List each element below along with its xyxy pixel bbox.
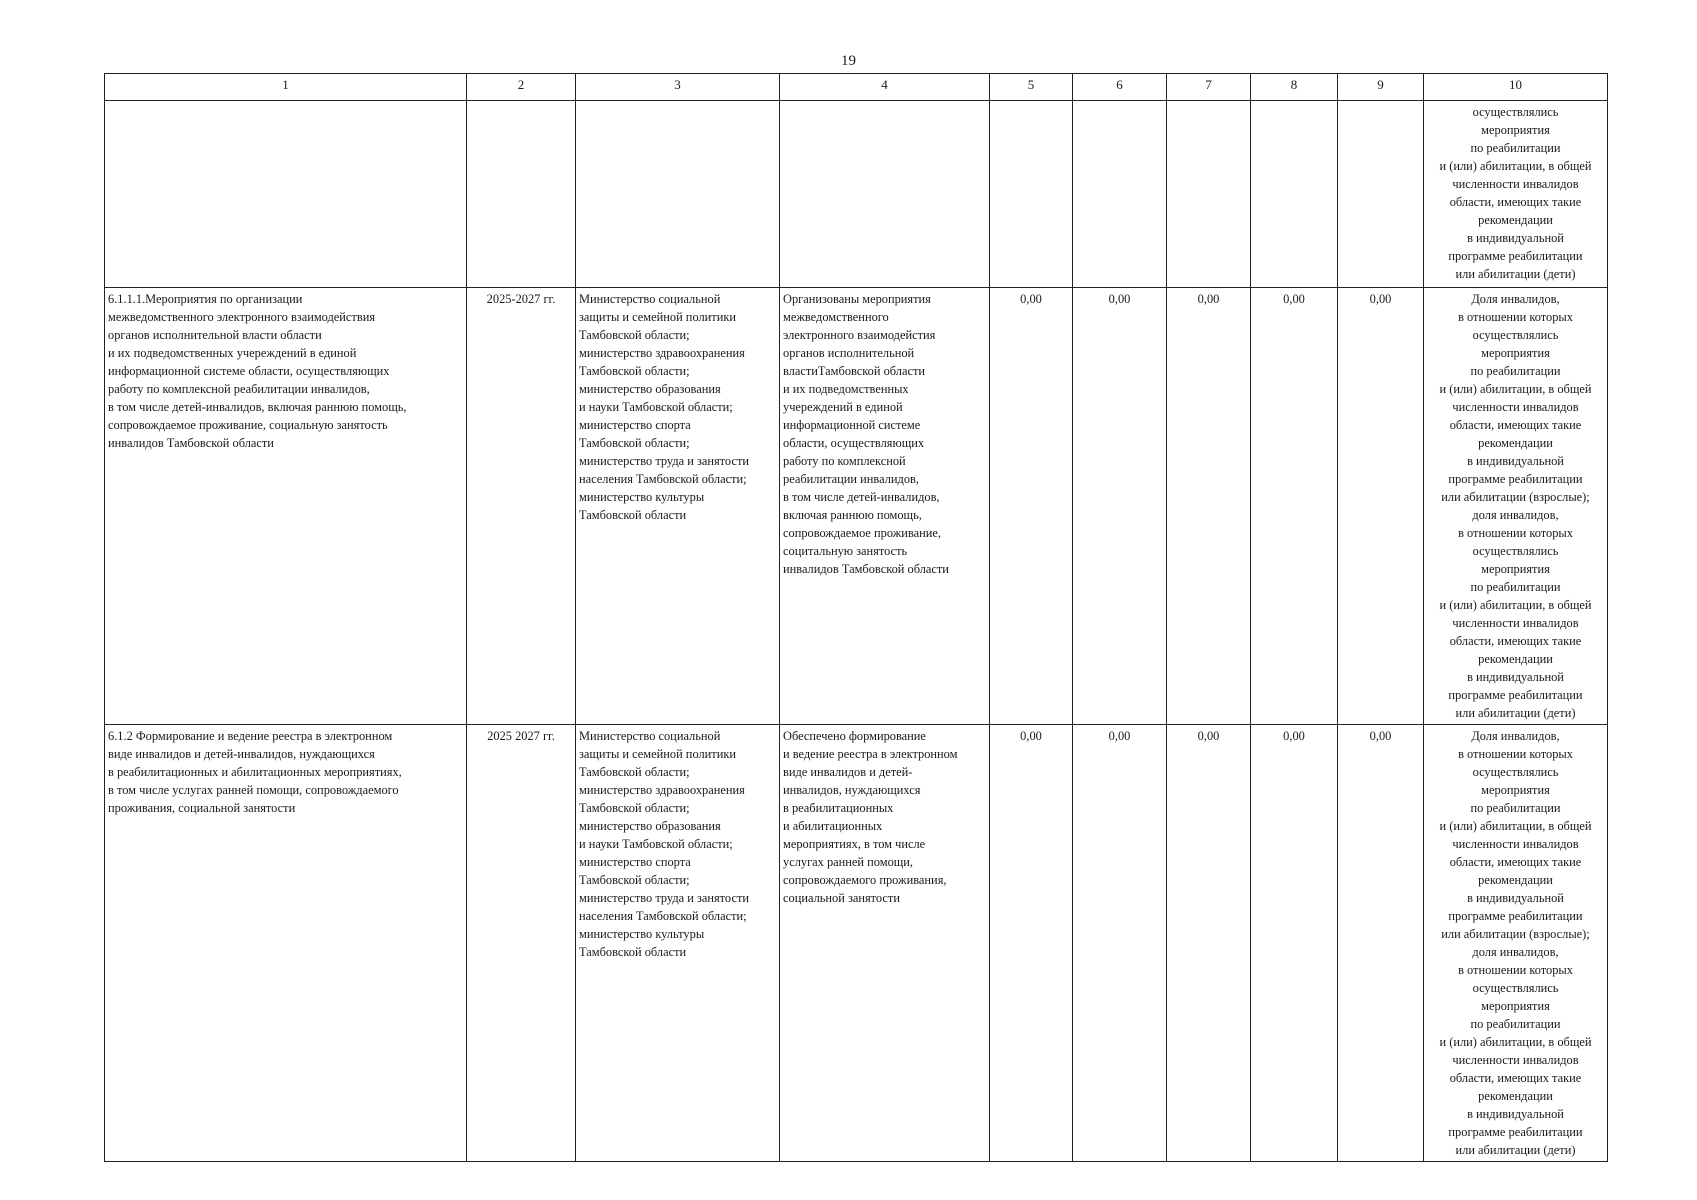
value-col-8: 0,00 bbox=[1251, 725, 1338, 1162]
program-table bbox=[104, 73, 1608, 1162]
value-col-8: 0,00 bbox=[1251, 288, 1338, 725]
header-col-10: 10 bbox=[1424, 74, 1608, 101]
value-col-5: 0,00 bbox=[990, 725, 1073, 1162]
indicator: Доля инвалидов, в отношении которых осуществлялись мероприятия по реабилитации и (или) абилитации, в общей численности инвалидов области, имеющих такие рекомендации в индивидуальной программе реабилитации или абилитации (взрослые); доля инвалидов, в отношении которых осуществлялись мероприятия по реабилитации и (или) абилитации, в общей численности инвалидов области, имеющих такие рекомендации в индивидуальной программе реабилитации или абилитации (дети) bbox=[1424, 288, 1608, 725]
value-col-7: 0,00 bbox=[1167, 288, 1251, 725]
cont-cell-6 bbox=[1073, 101, 1167, 288]
value-col-7: 0,00 bbox=[1167, 725, 1251, 1162]
value-col-6: 0,00 bbox=[1073, 725, 1167, 1162]
header-col-5: 5 bbox=[990, 74, 1073, 101]
measure-name: 6.1.1.1.Мероприятия по организации межведомственного электронного взаимодействия органов исполнительной власти области и их подведомственных учереждений в единой информационной системе области, осуществляющих работу по комплексной реабилитации инвалидов, в том числе детей-инвалидов, включая раннюю помощь, сопровождаемое проживание, социальную занятость инвалидов Тамбовской области bbox=[105, 288, 467, 725]
header-col-1: 1 bbox=[105, 74, 467, 101]
cont-cell-9 bbox=[1338, 101, 1424, 288]
page-number: 19 bbox=[841, 53, 856, 69]
value-col-9: 0,00 bbox=[1338, 288, 1424, 725]
period: 2025-2027 гг. bbox=[467, 288, 576, 725]
indicator: Доля инвалидов, в отношении которых осуществлялись мероприятия по реабилитации и (или) абилитации, в общей численности инвалидов области, имеющих такие рекомендации в индивидуальной программе реабилитации или абилитации (взрослые); доля инвалидов, в отношении которых осуществлялись мероприятия по реабилитации и (или) абилитации, в общей численности инвалидов области, имеющих такие рекомендации в индивидуальной программе реабилитации или абилитации (дети) bbox=[1424, 725, 1608, 1162]
expected-result: Обеспечено формирование и ведение реестра в электронном виде инвалидов и детей- инвалидов, нуждающихся в реабилитационных и абилитационных мероприятиях, в том числе услугах ранней помощи, сопровождаемого проживания, социальной занятости bbox=[780, 725, 990, 1162]
header-col-8: 8 bbox=[1251, 74, 1338, 101]
cont-indicator: осуществлялись мероприятия по реабилитации и (или) абилитации, в общей численности инвалидов области, имеющих такие рекомендации в индивидуальной программе реабилитации или абилитации (дети) bbox=[1424, 101, 1608, 288]
value-col-5: 0,00 bbox=[990, 288, 1073, 725]
header-col-7: 7 bbox=[1167, 74, 1251, 101]
responsible: Министерство социальной защиты и семейной политики Тамбовской области; министерство здравоохранения Тамбовской области; министерство образования и науки Тамбовской области; министерство спорта Тамбовской области; министерство труда и занятости населения Тамбовской области; министерство культуры Тамбовской области bbox=[576, 288, 780, 725]
cont-cell-8 bbox=[1251, 101, 1338, 288]
header-col-2: 2 bbox=[467, 74, 576, 101]
header-row bbox=[105, 74, 1608, 101]
table-row bbox=[105, 725, 1608, 1162]
cont-cell-1 bbox=[105, 101, 467, 288]
expected-result: Организованы мероприятия межведомственного электронного взаимодейстия органов исполнительной властиТамбовской области и их подведомственных учереждений в единой информационной системе области, осуществляющих работу по комплексной реабилитации инвалидов, в том числе детей-инвалидов, включая раннюю помощь, сопровождаемое проживание, социтальную занятость инвалидов Тамбовской области bbox=[780, 288, 990, 725]
cont-cell-3 bbox=[576, 101, 780, 288]
responsible: Министерство социальной защиты и семейной политики Тамбовской области; министерство здравоохранения Тамбовской области; министерство образования и науки Тамбовской области; министерство спорта Тамбовской области; министерство труда и занятости населения Тамбовской области; министерство культуры Тамбовской области bbox=[576, 725, 780, 1162]
value-col-6: 0,00 bbox=[1073, 288, 1167, 725]
header-col-3: 3 bbox=[576, 74, 780, 101]
measure-name: 6.1.2 Формирование и ведение реестра в электронном виде инвалидов и детей-инвалидов, нуждающихся в реабилитационных и абилитационных мероприятиях, в том числе услугах ранней помощи, сопровождаемого проживания, социальной занятости bbox=[105, 725, 467, 1162]
table-row bbox=[105, 288, 1608, 725]
period: 2025 2027 гг. bbox=[467, 725, 576, 1162]
cont-cell-5 bbox=[990, 101, 1073, 288]
value-col-9: 0,00 bbox=[1338, 725, 1424, 1162]
header-col-9: 9 bbox=[1338, 74, 1424, 101]
cont-cell-7 bbox=[1167, 101, 1251, 288]
header-col-6: 6 bbox=[1073, 74, 1167, 101]
continuation-row bbox=[105, 101, 1608, 288]
cont-cell-4 bbox=[780, 101, 990, 288]
header-col-4: 4 bbox=[780, 74, 990, 101]
cont-cell-2 bbox=[467, 101, 576, 288]
